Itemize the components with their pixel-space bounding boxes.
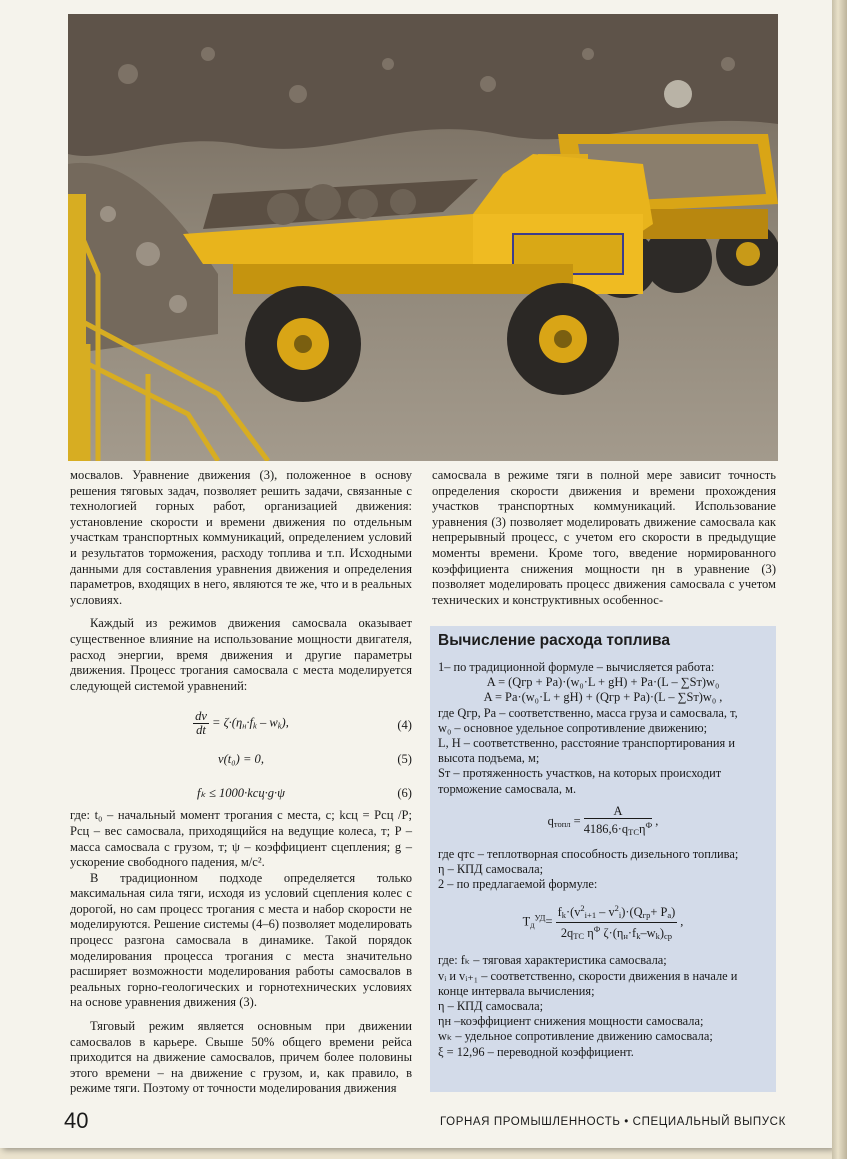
box-line-7: η – КПД самосвала; (438, 862, 544, 877)
running-title: ГОРНАЯ ПРОМЫШЛЕННОСТЬ • СПЕЦИАЛЬНЫЙ ВЫПУСК (440, 1116, 786, 1128)
box-formula-proposed: $T_д^{УД}=$ $\frac{f_k\cdot(v^2_{i+1} - v^2_i)\cdot(Q_{гр}+ P_а)}{2q_{ТС} \eta^Ф \zeta\cdot(\eta_н\cdot f_k-w_k)_{ср}}$ , (522, 903, 684, 942)
box-line-1: 1– по традиционной формуле – вычисляется работа: (438, 660, 715, 674)
left-paragraph-2: Каждый из режимов движения самосвала оказывает существенное влияние на использование мощности двигателя, расход энергии, время движения и другие параметры движения. Процесс трогания самосвала с места моделируется следующей системой уравнений: (70, 616, 412, 693)
left-paragraph-1: мосвалов. Уравнение движения (3), положенное в основу решения тяговых задач, позволяет решить задачи, связанные с технологией горных работ, организацией движения: установление скорости и времени движения по отдельным участкам транспортных коммуникаций, определением условий и результатов торможения, расходу топлива и т.п. Исходными данными для составления уравнения движения и определения параметров, входящих в него, являются те же, что и в реальных условиях. (70, 468, 412, 607)
box-title: Вычисление расхода топлива (438, 632, 670, 649)
page-edge (832, 0, 847, 1159)
left-paragraph-5: Тяговый режим является основным при движении самосвалов в карьере. Свыше 50% общего времени рейса приходится на движение самосвалов, причем более половины этого времени – на движение с грузом, и, как правило, в режиме тяги. Поэтому от точности моделирования движения (70, 1019, 412, 1096)
box-line-12: ηн –коэффициент снижения мощности самосвала; (438, 1014, 704, 1029)
left-paragraph-4: В традиционном подходе определяется только максимальная сила тяги, исходя из условий сцепления колес с дорогой, но сам процесс трогания с места и набор скорости не моделируются. Решение системы (4–6) позволяет моделировать процесс разгона самосвала в динамике. Такой порядок моделирования процесса трогания с места значительно расширяет возможности моделирования работы самосвалов в реальных горно-геологических и горнотехнических условиях на основе уравнения движения (3). (70, 870, 412, 1010)
equation-5 (70, 746, 412, 776)
equation-6 (70, 780, 412, 804)
photo-dump-trucks (68, 14, 778, 461)
left-column (70, 468, 412, 1097)
box-line-2: где Qгр, Pа – соответственно, масса груза и самосвала, т, (438, 705, 738, 720)
box-line-3: w₀ – основное удельное сопротивление движению; (438, 720, 708, 735)
box-line-8: 2 – по предлагаемой формуле: (438, 877, 598, 892)
box-line-10: vᵢ и vᵢ₊₁ – соответственно, скорости движения в начале и конце интервала вычисления; (438, 968, 738, 998)
box-formula-fuel: $q_{топл}$ = $\frac{A}{4186,6\cdot q_{ТС}\eta^Ф}$ , (547, 803, 659, 837)
right-paragraph-1: самосвала в режиме тяги в полной мере зависит точность определения скорости движения и времени прохождения участков транспортных коммуникаций. Использование уравнения (3) позволяет моделировать движение самосвала как непрерывный процесс, с учетом его скорости в предыдущие моменты времени. Кроме того, введение нормированного коэффициента снижения мощности ηн в уравнение (3) позволяет моделировать процесс движения самосвала с учетом технических и конструктивных особеннос- (432, 468, 776, 607)
box-line-6: где qтс – теплотворная способность дизельного топлива; (438, 846, 739, 861)
equation-6-number: (6) (397, 786, 412, 801)
page-number: 40 (64, 1108, 89, 1133)
left-paragraph-3: где: t₀ – начальный момент трогания с места, с; kсц = Pсц /P; Pсц – вес самосвала, приходящийся на ведущие колеса, т; P – масса самосвала с грузом, т; ψ – коэффициент сцепления; g – ускорение свободного падения, м/с². (70, 808, 412, 870)
box-formula-1: A = (Qгр + Pа)·(w₀·L + gH) + Pа·(L – ∑Sт)w₀ (486, 675, 720, 690)
box-line-5: Sт – протяженность участков, на которых происходит торможение самосвала, м. (438, 766, 722, 796)
equation-6-text: fₖ ≤ 1000·kсц·g·ψ (197, 786, 285, 801)
equation-5-text: v(t₀) = 0, (218, 752, 264, 767)
box-formula-2: A = Pа·(w₀·L + gH) + (Qгр + Pа)·(L – ∑Sт)w₀ , (483, 690, 723, 705)
equation-4: $\frac{dv}{dt}$ = $\zeta\cdot(\eta_н\cdot f_k - w_k)$, (4) (195, 709, 412, 738)
equation-4-number: (4) (397, 718, 412, 733)
box-line-11: η – КПД самосвала; (438, 999, 544, 1014)
fuel-consumption-box (430, 626, 776, 1092)
box-line-4: L, H – соответственно, расстояние транспортирования и высота подъема, м; (438, 736, 735, 766)
box-line-13: wₖ – удельное сопротивление движению самосвала; (438, 1029, 713, 1044)
box-line-14: ξ = 12,96 – переводной коэффициент. (438, 1044, 634, 1059)
equation-5-number: (5) (397, 752, 412, 767)
right-column (432, 468, 776, 608)
box-line-9: где: fₖ – тяговая характеристика самосвала; (438, 953, 667, 968)
